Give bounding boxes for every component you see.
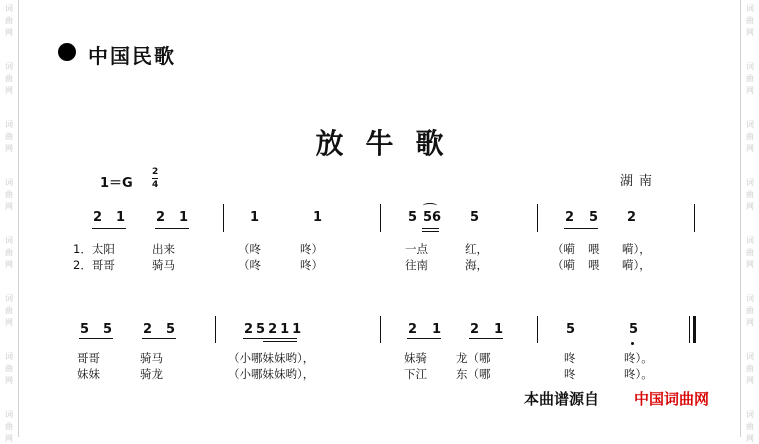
watermark-char: 网 [5, 86, 13, 95]
watermark-char: 词 [746, 178, 754, 187]
lyric-syllable: 东（哪 [456, 367, 491, 381]
lyric-syllable: 骑马 [140, 351, 163, 365]
watermark-char: 词 [746, 4, 754, 13]
watermark-char: 词 [5, 352, 13, 361]
lyric-syllable: 龙（哪 [456, 351, 491, 365]
watermark-char: 曲 [5, 306, 13, 315]
note: 5 [589, 210, 599, 225]
lyric-syllable: （嗬 [552, 242, 575, 256]
watermark-char: 词 [746, 352, 754, 361]
note: 56 [423, 210, 442, 225]
watermark-char: 曲 [746, 132, 754, 141]
beat-underline [422, 228, 439, 229]
bar-line [689, 316, 690, 343]
note: 1 [250, 210, 260, 225]
watermark-char: 曲 [746, 190, 754, 199]
note: 5 [103, 322, 113, 337]
watermark-char: 曲 [746, 364, 754, 373]
watermark-char: 词 [5, 120, 13, 129]
time-signature-bottom: 4 [152, 180, 159, 190]
note: 2 [627, 210, 637, 225]
note: 1 [179, 210, 189, 225]
watermark-char: 词 [5, 236, 13, 245]
lyric-syllable: （咚 [238, 242, 261, 256]
watermark-char: 词 [746, 120, 754, 129]
watermark-char: 曲 [5, 422, 13, 431]
lyric-syllable: 嗬）， [622, 242, 651, 256]
bar-line [223, 204, 224, 232]
watermark-char: 曲 [746, 248, 754, 257]
key-signature: 1＝G [100, 176, 133, 191]
lyric-syllable: （嗬 [552, 258, 575, 272]
lyric-syllable: 咚 [564, 367, 576, 381]
watermark-char: 曲 [5, 16, 13, 25]
watermark-char: 词 [746, 410, 754, 419]
watermark-char: 曲 [5, 364, 13, 373]
note: 2 [93, 210, 103, 225]
watermark-char: 网 [5, 144, 13, 153]
note: 1 [494, 322, 504, 337]
lyric-syllable: 咚） [300, 258, 323, 272]
lyric-syllable: 咚 [564, 351, 576, 365]
lyric-syllable: 海， [465, 258, 488, 272]
lyric-syllable: （小哪妹妹哟）， [228, 367, 315, 381]
beat-underline [79, 338, 113, 339]
bullet-icon [58, 43, 76, 61]
lyric-syllable: 下江 [404, 367, 427, 381]
note-group: 25211 [244, 322, 305, 337]
note: 2 [156, 210, 166, 225]
beat-underline [263, 341, 297, 342]
watermark-char: 网 [5, 318, 13, 327]
note: 1 [313, 210, 323, 225]
lyric-syllable: 骑马 [152, 258, 175, 272]
lyric-syllable: 骑龙 [140, 367, 163, 381]
note: 5 [80, 322, 90, 337]
site-name-link[interactable]: 中国词曲网 [634, 390, 710, 408]
time-signature [152, 167, 158, 190]
watermark-char: 曲 [5, 190, 13, 199]
bar-line [215, 316, 216, 343]
beat-underline [564, 228, 598, 229]
lyric-syllable: 咚）。 [624, 351, 653, 365]
lyric-syllable: （小哪妹妹哟）， [228, 351, 315, 365]
lyric-syllable: 喂 [588, 258, 600, 272]
watermark-char: 网 [746, 202, 754, 211]
beat-underline [142, 338, 176, 339]
watermark-char: 词 [5, 62, 13, 71]
watermark-char: 网 [746, 434, 754, 443]
watermark-char: 曲 [746, 16, 754, 25]
bar-line [694, 204, 695, 232]
note: 5 [629, 322, 639, 337]
watermark-char: 网 [746, 86, 754, 95]
lyric-syllable: 出来 [152, 242, 175, 256]
lyric-syllable: 哥哥 [77, 351, 100, 365]
song-title: 放牛歌 [315, 127, 466, 160]
watermark-char: 网 [5, 260, 13, 269]
lyric-syllable: 喂 [588, 242, 600, 256]
bar-line [380, 204, 381, 232]
song-region: 湖南 [620, 174, 659, 189]
beat-underline [422, 231, 439, 232]
lyric-syllable: 嗬）， [622, 258, 651, 272]
watermark-char: 网 [746, 376, 754, 385]
note: 5 [408, 210, 418, 225]
watermark-char: 网 [5, 376, 13, 385]
bar-line [537, 316, 538, 343]
lyric-syllable: 咚） [300, 242, 323, 256]
watermark-char: 曲 [5, 248, 13, 257]
watermark-char: 词 [5, 178, 13, 187]
watermark-char: 网 [5, 28, 13, 37]
watermark-char: 网 [5, 434, 13, 443]
beat-underline [469, 338, 503, 339]
watermark-char: 曲 [5, 132, 13, 141]
lyric-syllable: （咚 [238, 258, 261, 272]
beat-underline [407, 338, 441, 339]
bar-line [537, 204, 538, 232]
beat-underline [92, 228, 126, 229]
beat-underline [243, 338, 297, 339]
watermark-char: 曲 [5, 74, 13, 83]
lyric-syllable: 1．太阳 [73, 242, 115, 256]
source-credit: 本曲谱源自 [524, 390, 600, 408]
octave-dot [631, 342, 634, 345]
lyric-syllable: 咚）。 [624, 367, 653, 381]
watermark-char: 词 [5, 410, 13, 419]
bar-line [380, 316, 381, 343]
watermark-char: 网 [746, 144, 754, 153]
lyric-syllable: 妹骑 [404, 351, 427, 365]
watermark-char: 网 [746, 260, 754, 269]
lyric-syllable: 红， [465, 242, 488, 256]
watermark-char: 词 [5, 294, 13, 303]
note: 2 [470, 322, 480, 337]
watermark-char: 网 [746, 318, 754, 327]
series-title: 中国民歌 [88, 44, 176, 68]
watermark-char: 网 [746, 28, 754, 37]
beat-underline [155, 228, 189, 229]
slur-mark [423, 203, 437, 208]
watermark-char: 词 [746, 294, 754, 303]
watermark-char: 词 [746, 236, 754, 245]
note: 2 [408, 322, 418, 337]
lyric-syllable: 往南 [405, 258, 428, 272]
watermark-char: 词 [746, 62, 754, 71]
note: 5 [566, 322, 576, 337]
note: 2 [143, 322, 153, 337]
note: 1 [116, 210, 126, 225]
note: 5 [470, 210, 480, 225]
note: 1 [432, 322, 442, 337]
watermark-char: 网 [5, 202, 13, 211]
lyric-syllable: 一点 [405, 242, 428, 256]
note: 5 [166, 322, 176, 337]
note: 2 [565, 210, 575, 225]
time-signature-top: 2 [152, 167, 159, 177]
watermark-char: 曲 [746, 422, 754, 431]
final-bar-line [693, 316, 696, 343]
lyric-syllable: 妹妹 [77, 367, 100, 381]
lyric-syllable: 2．哥哥 [73, 258, 115, 272]
watermark-char: 曲 [746, 74, 754, 83]
watermark-char: 词 [5, 4, 13, 13]
watermark-char: 曲 [746, 306, 754, 315]
